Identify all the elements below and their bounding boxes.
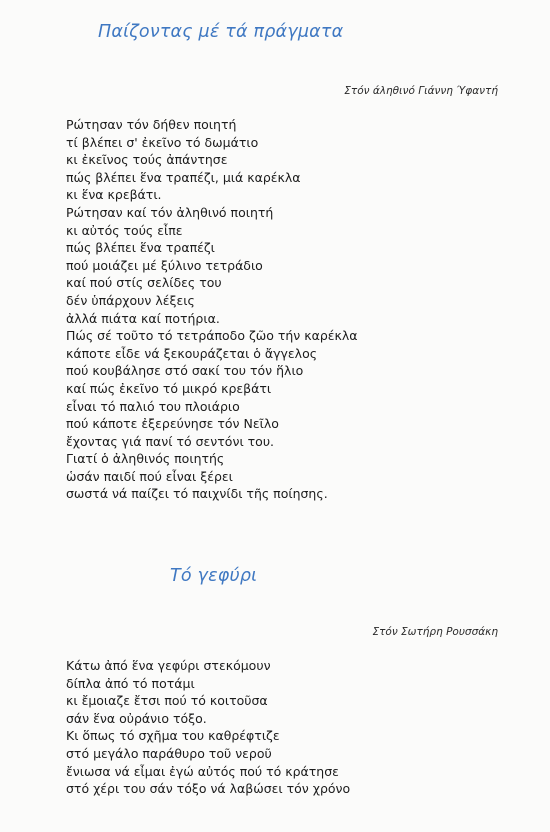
poem-line: κι ἔμοιαζε ἔτσι πού τό κοιτοῦσα (66, 693, 268, 709)
poem-line: κι ἕνα κρεβάτι. (66, 187, 162, 203)
poem-line: ἔνιωσα νά εἶμαι ἐγώ αὐτός πού τό κράτησε (66, 763, 339, 779)
poem-dedication: Στόν άληθινό Γιάννη Ύφαντή (344, 85, 498, 97)
poem-line: Κι ὅπως τό σχῆμα του καθρέφτιζε (66, 728, 280, 744)
poem-line: πού κουβάλησε στό σακί του τόν ἥλιο (66, 363, 304, 379)
poem-body (66, 657, 350, 798)
poem-line: πού κάποτε ἐξερεύνησε τόν Νεῖλο (66, 416, 279, 432)
poem-dedication: Στόν Σωτήρη Ρουσσάκη (372, 626, 498, 638)
poem-line: Πώς σέ τοῦτο τό τετράποδο ζῶο τήν καρέκλα (66, 328, 358, 344)
poem-line: πού μοιάζει μέ ξύλινο τετράδιο (66, 257, 263, 273)
poem-line: εἶναι τό παλιό του πλοιάριο (66, 398, 240, 414)
poem-line: σάν ἕνα οὐράνιο τόξο. (66, 710, 207, 726)
poem-line: Ρώτησαν καί τόν ἀληθινό ποιητή (66, 204, 274, 220)
poem-line: σωστά νά παίζει τό παιχνίδι τῆς ποίησης. (66, 486, 328, 502)
poem-line: δίπλα ἀπό τό ποτάμι (66, 675, 195, 691)
poem-line: πώς βλέπει ἕνα τραπέζι, μιά καρέκλα (66, 169, 301, 185)
poem-line: κάποτε εἶδε νά ξεκουράζεται ὁ ἄγγελος (66, 345, 318, 361)
poem-line: κι αὐτός τούς εἶπε (66, 222, 183, 238)
poem-line: τί βλέπει σ' ἐκεῖνο τό δωμάτιο (66, 134, 259, 150)
poem-line: στό μεγάλο παράθυρο τοῦ νεροῦ (66, 745, 272, 761)
poem-line: Γιατί ὁ ἀληθινός ποιητής (66, 451, 225, 467)
poem-line: καί πώς ἐκεῖνο τό μικρό κρεβάτι (66, 380, 272, 396)
poem-title: Τό γεφύρι (170, 566, 258, 586)
poem-line: δέν ὑπάρχουν λέξεις (66, 292, 195, 308)
poem-line: ὡσάν παιδί πού εἶναι ξέρει (66, 468, 233, 484)
poem-line: στό χέρι του σάν τόξο νά λαβώσει τόν χρόνο (66, 781, 351, 797)
poem-body (66, 116, 358, 503)
poem-line: κι ἐκεῖνος τούς ἀπάντησε (66, 152, 228, 168)
poem-title: Παίζοντας μέ τά πράγματα (98, 22, 344, 42)
poem-line: καί πού στίς σελίδες του (66, 275, 222, 291)
poem-line: Ρώτησαν τόν δήθεν ποιητή (66, 117, 237, 132)
poem-line: πώς βλέπει ἕνα τραπέζι (66, 240, 215, 256)
poem-line: ἔχοντας γιά πανί τό σεντόνι του. (66, 433, 275, 449)
poem-line: ἀλλά πιάτα καί ποτήρια. (66, 310, 220, 326)
poem-line: Κάτω ἀπό ἕνα γεφύρι στεκόμουν (66, 658, 271, 673)
